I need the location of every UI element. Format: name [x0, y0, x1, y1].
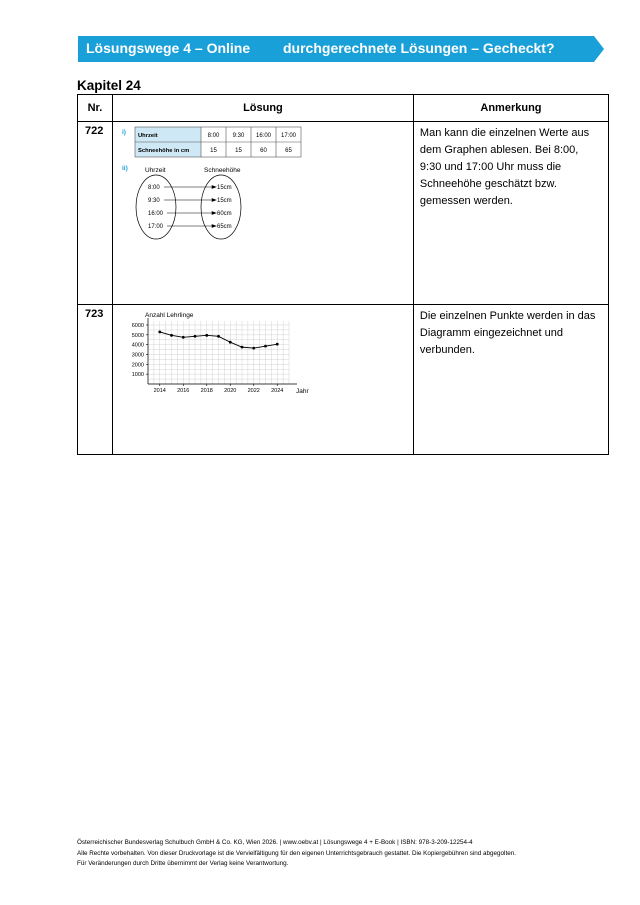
solution-cell-723 [112, 305, 413, 455]
task-number: 722 [78, 122, 113, 305]
data-point [194, 335, 197, 338]
data-point [252, 347, 255, 350]
chart-title: Anzahl Lehrlinge [144, 312, 194, 319]
data-point [264, 345, 267, 348]
chapter-title: Kapitel 24 [77, 78, 141, 93]
set-a-label: Uhrzeit [144, 167, 166, 174]
set-b-item: 65cm [216, 224, 232, 230]
task-722-figure [113, 122, 413, 242]
data-point [241, 346, 244, 349]
x-tick-label: 2016 [177, 388, 190, 394]
height-cell: 65 [285, 148, 292, 154]
column-header-loesung: Lösung [112, 95, 413, 122]
table-row-723 [78, 305, 609, 455]
time-height-table [135, 127, 301, 157]
y-tick-label: 4000 [131, 342, 144, 349]
column-header-anmerkung: Anmerkung [413, 95, 608, 122]
mapping-diagram [136, 167, 241, 239]
header-banner [78, 36, 604, 62]
header-left-title: Lösungswege 4 – Online [86, 40, 251, 56]
part-ii-label: ii) [121, 165, 128, 172]
height-cell: 60 [260, 148, 267, 154]
chart-grid [148, 318, 297, 384]
row-label-uhrzeit: Uhrzeit [137, 133, 158, 139]
set-a-item: 9:30 [147, 198, 160, 204]
set-a-item: 16:00 [147, 211, 163, 217]
y-tick-label: 1000 [131, 372, 144, 379]
data-point [276, 343, 279, 346]
time-cell: 9:30 [232, 133, 245, 139]
solution-cell-722 [112, 122, 413, 305]
x-tick-label: 2018 [200, 388, 213, 394]
set-a-item: 8:00 [147, 185, 160, 191]
time-cell: 16:00 [255, 133, 271, 139]
y-tick-label: 3000 [131, 352, 144, 359]
footer-line: Österreichischer Bundesverlag Schulbuch GmbH & Co. KG, Wien 2026. | www.oebv.at | Lösungswege 4 + E-Book | ISBN: 978-3-209-12254-4 [77, 839, 473, 846]
task-number: 723 [78, 305, 113, 455]
y-tick-label: 2000 [131, 362, 144, 369]
y-tick-label: 5000 [131, 332, 144, 339]
set-b-label: Schneehöhe [203, 167, 241, 174]
note-cell: Man kann die einzelnen Werte aus dem Graphen ablesen. Bei 8:00, 9:30 und 17:00 Uhr muss die Schneehöhe geschätzt bzw. gemessen werden. [413, 122, 608, 305]
table-header-row [78, 95, 609, 122]
footer-line: Für Veränderungen durch Dritte übernimmt der Verlag keine Verantwortung. [77, 860, 289, 867]
set-b-item: 15cm [216, 185, 232, 191]
data-point [182, 336, 185, 339]
height-cell: 15 [235, 148, 242, 154]
solutions-table [77, 94, 609, 455]
data-point [229, 341, 232, 344]
x-tick-label: 2022 [247, 388, 260, 394]
set-b-item: 60cm [216, 211, 232, 217]
time-cell: 8:00 [207, 133, 220, 139]
set-a-item: 17:00 [147, 224, 163, 230]
apprentices-line-chart [113, 305, 413, 411]
y-tick-label: 6000 [131, 323, 144, 329]
column-header-nr: Nr. [78, 95, 113, 122]
table-row-722 [78, 122, 609, 305]
x-tick-label: 2020 [224, 388, 237, 394]
x-tick-label: 2024 [271, 388, 284, 394]
set-b-item: 15cm [216, 198, 232, 204]
page-footer [77, 838, 516, 870]
data-point [170, 334, 173, 337]
height-cell: 15 [210, 148, 217, 154]
row-label-schneehoehe: Schneehöhe in cm [137, 148, 190, 154]
data-point [205, 334, 208, 337]
data-point [217, 335, 220, 338]
footer-line: Alle Rechte vorbehalten. Von dieser Druckvorlage ist die Vervielfältigung für den eigenen Unterrichtsgebrauch gestattet. Die Kopiergebühren sind abgegolten. [77, 849, 516, 857]
x-tick-label: 2014 [153, 388, 166, 394]
chart-ticks [132, 323, 284, 394]
part-i-label: i) [121, 129, 126, 136]
time-cell: 17:00 [280, 133, 296, 139]
x-axis-label: Jahr [295, 388, 309, 395]
note-cell: Die einzelnen Punkte werden in das Diagramm eingezeichnet und verbunden. [413, 305, 608, 455]
data-point [158, 330, 161, 333]
header-right-title: durchgerechnete Lösungen – Gecheckt? [283, 40, 555, 56]
